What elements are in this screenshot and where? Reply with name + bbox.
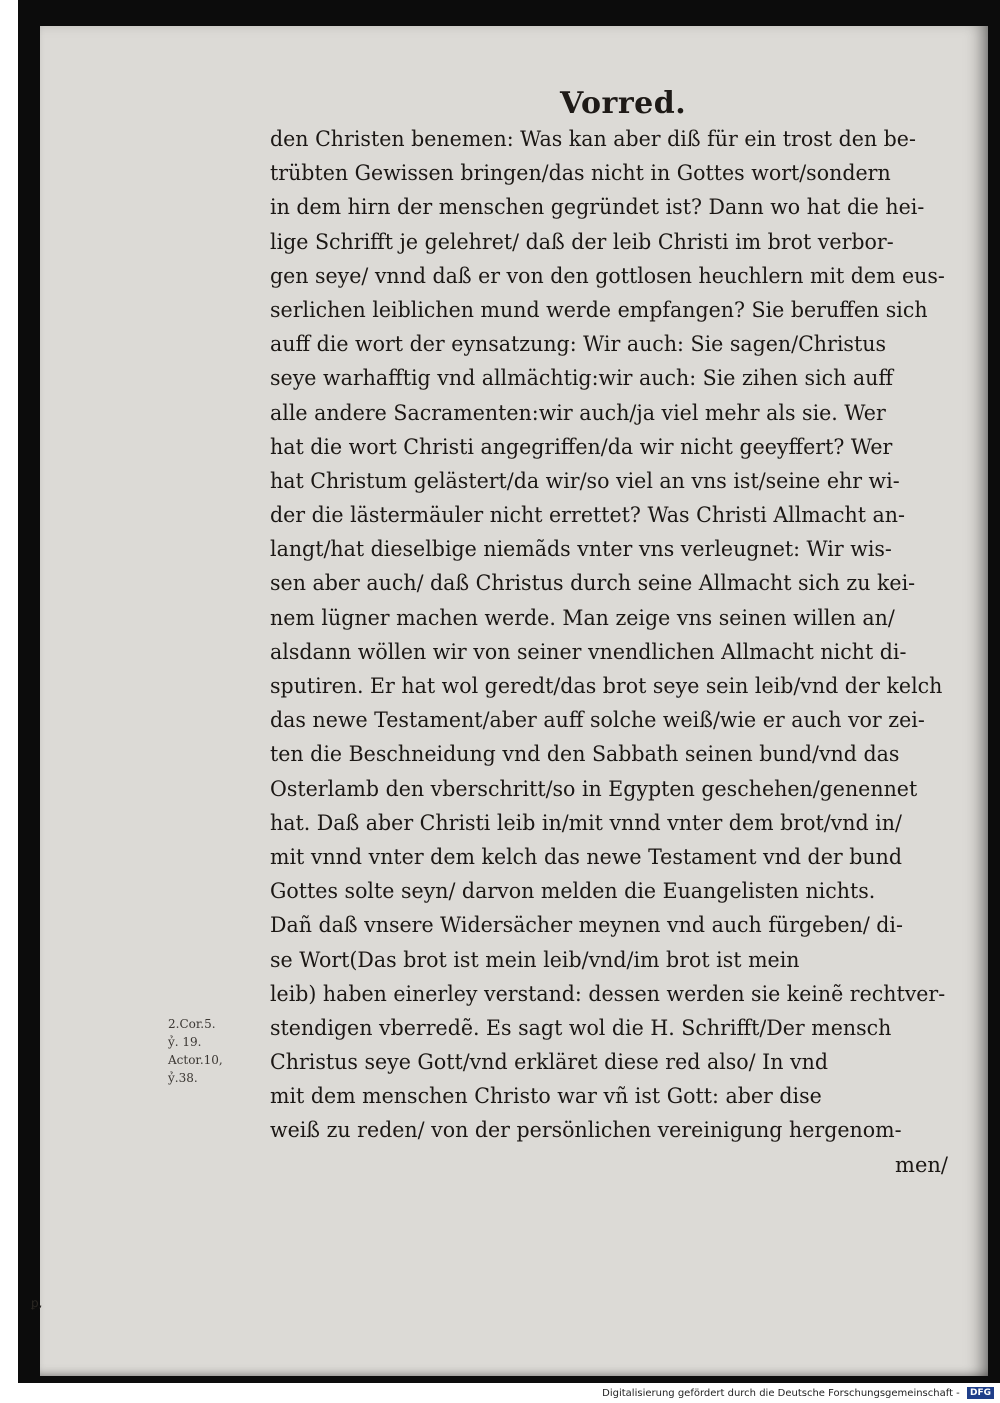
text-line: se Wort(Das brot ist mein leib/vnd/im brot ist mein bbox=[270, 947, 800, 972]
margin-note-line: Actor.10, bbox=[168, 1053, 223, 1067]
text-line: das newe Testament/aber auff solche weiß/wie er auch vor zei- bbox=[270, 708, 925, 733]
text-line: gen seye/ vnnd daß er von den gottlosen heuchlern mit dem eus- bbox=[270, 263, 945, 288]
text-line: trübten Gewissen bringen/das nicht in Gottes wort/sondern bbox=[270, 161, 891, 186]
text-line: men/ bbox=[895, 1152, 948, 1177]
text-line: weiß zu reden/ von der persönlichen vereinigung hergenom- bbox=[270, 1118, 902, 1143]
text-line: nem lügner machen werde. Man zeige vns seinen willen an/ bbox=[270, 605, 895, 630]
text-line: Dañ daß vnsere Widersächer meynen vnd auch fürgeben/ di- bbox=[270, 913, 903, 938]
text-line: lige Schrifft je gelehret/ daß der leib Christi im brot verbor- bbox=[270, 229, 894, 254]
text-line: serlichen leiblichen mund werde empfangen? Sie beruffen sich bbox=[270, 297, 928, 322]
text-line: alle andere Sacramenten:wir auch/ja viel mehr als sie. Wer bbox=[270, 400, 886, 425]
dfg-logo: DFG bbox=[967, 1387, 994, 1399]
text-line: hat. Daß aber Christi leib in/mit vnnd vnter dem brot/vnd in/ bbox=[270, 810, 902, 835]
text-line: Christus seye Gott/vnd erkläret diese red also/ In vnd bbox=[270, 1050, 828, 1075]
margin-note-line: 2.Cor.5. bbox=[168, 1017, 216, 1031]
text-line: Gottes solte seyn/ darvon melden die Euangelisten nichts. bbox=[270, 879, 876, 904]
text-line: langt/hat dieselbige niemãds vnter vns verleugnet: Wir wis- bbox=[270, 537, 892, 562]
text-line: seye warhafftig vnd allmächtig:wir auch: Sie zihen sich auff bbox=[270, 366, 893, 391]
text-line: sputiren. Er hat wol geredt/das brot seye sein leib/vnd der kelch bbox=[270, 674, 943, 698]
text-line: der die lästermäuler nicht errettet? Was Christi Allmacht an- bbox=[270, 503, 905, 528]
text-line: alsdann wöllen wir von seiner vnendlichen Allmacht nicht di- bbox=[270, 639, 907, 664]
text-line: hat die wort Christi angegriffen/da wir nicht geeyffert? Wer bbox=[270, 434, 893, 459]
text-line: leib) haben einerley verstand: dessen werden sie keinẽ rechtver- bbox=[270, 981, 946, 1006]
margin-note-line: ỷ. 19. bbox=[168, 1035, 202, 1049]
running-header: Vorred. bbox=[560, 86, 687, 121]
text-line: sen aber auch/ daß Christus durch seine Allmacht sich zu kei- bbox=[270, 571, 916, 596]
text-line: auff die wort der eynsatzung: Wir auch: Sie sagen/Christus bbox=[270, 332, 886, 357]
text-line: stendigen vberredẽ. Es sagt wol die H. Schrifft/Der mensch bbox=[270, 1015, 892, 1040]
marginal-reference bbox=[168, 1015, 258, 1087]
digitization-footer bbox=[0, 1385, 994, 1403]
text-line: ten die Beschneidung vnd den Sabbath seinen bund/vnd das bbox=[270, 742, 900, 767]
text-line: mit dem menschen Christo war vñ ist Gott: aber dise bbox=[270, 1084, 822, 1109]
body-text bbox=[270, 122, 960, 1182]
footer-credit: Digitalisierung gefördert durch die Deutsche Forschungsgemeinschaft - bbox=[602, 1388, 960, 1399]
margin-note-line: ỷ.38. bbox=[168, 1071, 198, 1085]
text-line: hat Christum gelästert/da wir/so viel an vns ist/seine ehr wi- bbox=[270, 468, 900, 493]
text-line: den Christen benemen: Was kan aber diß für ein trost den be- bbox=[270, 127, 916, 151]
ink-smudge-mark: ꝑ, bbox=[31, 1296, 43, 1310]
text-line: in dem hirn der menschen gegründet ist? Dann wo hat die hei- bbox=[270, 195, 925, 220]
text-line: Osterlamb den vberschritt/so in Egypten geschehen/genennet bbox=[270, 776, 918, 801]
text-line: mit vnnd vnter dem kelch das newe Testament vnd der bund bbox=[270, 844, 902, 869]
